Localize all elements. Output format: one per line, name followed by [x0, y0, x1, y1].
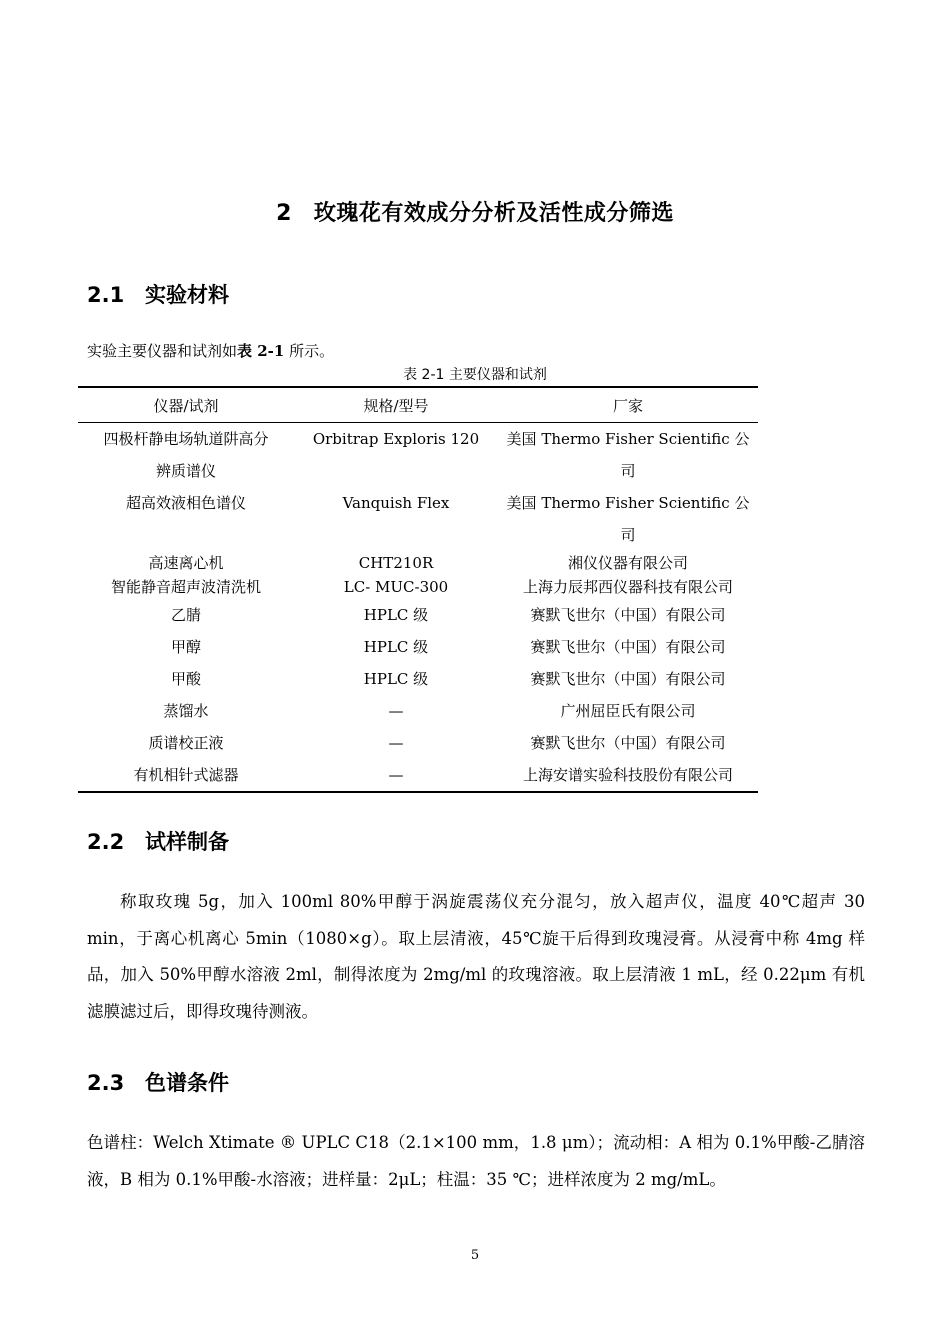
cell-instrument: 高速离心机	[148, 554, 224, 572]
chapter-title-text: 玫瑰花有效成分分析及活性成分筛选	[313, 201, 674, 226]
cell-manufacturer: 湘仪仪器有限公司	[567, 554, 688, 572]
cell-manufacturer: 美国 Thermo Fisher Scientific 公	[506, 494, 750, 512]
cell-manufacturer: 司	[620, 462, 636, 480]
intro-text-after: 所示。	[284, 342, 335, 360]
cell-model: LC- MUC-300	[343, 578, 449, 596]
table-row	[78, 423, 758, 455]
intro-text-before: 实验主要仪器和试剂如	[87, 342, 238, 360]
table-row	[78, 455, 758, 487]
cell-instrument: 甲醇	[170, 638, 201, 656]
cell-model	[294, 519, 498, 551]
cell-manufacturer: 上海安谱实验科技股份有限公司	[522, 766, 733, 784]
table-row	[78, 631, 758, 663]
cell-manufacturer: 上海力辰邦西仪器科技有限公司	[522, 578, 733, 596]
chapter-title	[0, 196, 950, 227]
cell-model: Orbitrap Exploris 120	[312, 430, 480, 448]
cell-instrument: 有机相针式滤器	[133, 766, 239, 784]
chapter-number: 2	[276, 201, 292, 226]
cell-instrument: 辨质谱仪	[155, 462, 216, 480]
chromatography-paragraph: 色谱柱：Welch Xtimate ® UPLC C18（2.1×100 mm，1.8 μm）；流动相：A 相为 0.1%甲酸-乙腈溶液，B 相为 0.1%甲酸-水溶液；进样量：2μL；柱温：35 ℃；进样浓度为 2 mg/mL。	[87, 1133, 865, 1189]
page-number: 5	[470, 1248, 480, 1263]
cell-instrument: 甲酸	[170, 670, 201, 688]
section-heading-2-1	[87, 279, 229, 309]
cell-instrument: 乙腈	[170, 606, 201, 624]
cell-manufacturer: 美国 Thermo Fisher Scientific 公	[506, 430, 750, 448]
table-row	[78, 759, 758, 791]
cell-instrument: 智能静音超声波清洗机	[110, 578, 261, 596]
cell-instrument: 四极杆静电场轨道阱高分	[103, 430, 269, 448]
cell-model: HPLC 级	[363, 638, 429, 656]
header-manufacturer: 厂家	[612, 396, 643, 415]
cell-manufacturer: 赛默飞世尔（中国）有限公司	[530, 734, 726, 752]
section-title: 试样制备	[145, 830, 229, 854]
cell-instrument: 质谱校正液	[148, 734, 224, 752]
table-row	[78, 727, 758, 759]
section-heading-2-2	[87, 826, 229, 856]
cell-manufacturer: 赛默飞世尔（中国）有限公司	[530, 638, 726, 656]
header-model: 规格/型号	[363, 396, 429, 415]
section-number: 2.1	[87, 283, 125, 307]
cell-model: HPLC 级	[363, 670, 429, 688]
table-body	[78, 423, 758, 791]
section-heading-2-3	[87, 1067, 229, 1097]
table-intro-text	[87, 340, 334, 361]
table-row	[78, 575, 758, 599]
section-title: 实验材料	[145, 283, 229, 307]
cell-model: Vanquish Flex	[342, 494, 450, 512]
table-header-row	[78, 388, 758, 423]
cell-manufacturer: 广州屈臣氏有限公司	[560, 702, 696, 720]
cell-instrument: 蒸馏水	[163, 702, 209, 720]
table-caption: 表 2-1 主要仪器和试剂	[403, 367, 547, 383]
instruments-table	[78, 386, 758, 793]
table-row	[78, 519, 758, 551]
cell-model: —	[388, 766, 404, 784]
table-row	[78, 487, 758, 519]
section-title: 色谱条件	[145, 1071, 229, 1095]
section-number: 2.3	[87, 1071, 125, 1095]
table-row	[78, 695, 758, 727]
cell-instrument	[78, 519, 294, 551]
cell-manufacturer: 赛默飞世尔（中国）有限公司	[530, 670, 726, 688]
cell-model	[294, 455, 498, 487]
sample-prep-paragraph: 称取玫瑰 5g，加入 100ml 80%甲醇于涡旋震荡仪充分混匀，放入超声仪，温度 40℃超声 30 min，于离心机离心 5min（1080×g）。取上层清液，45℃旋干后得到玫瑰浸膏。从浸膏中称 4mg 样品，加入 50%甲醇水溶液 2ml，制得浓度为 2mg/ml 的玫瑰溶液。取上层清液 1 mL，经 0.22μm 有机滤膜滤过后，即得玫瑰待测液。	[87, 892, 865, 1021]
header-instrument: 仪器/试剂	[153, 396, 219, 415]
table-row	[78, 663, 758, 695]
cell-manufacturer: 赛默飞世尔（中国）有限公司	[530, 606, 726, 624]
cell-manufacturer: 司	[620, 526, 636, 544]
section-number: 2.2	[87, 830, 125, 854]
cell-model: HPLC 级	[363, 606, 429, 624]
cell-model: —	[388, 734, 404, 752]
table-row	[78, 599, 758, 631]
cell-model: CHT210R	[358, 554, 434, 572]
cell-instrument: 超高效液相色谱仪	[125, 494, 246, 512]
table-reference: 表 2-1	[237, 342, 285, 360]
table-row	[78, 551, 758, 575]
cell-model: —	[388, 702, 404, 720]
